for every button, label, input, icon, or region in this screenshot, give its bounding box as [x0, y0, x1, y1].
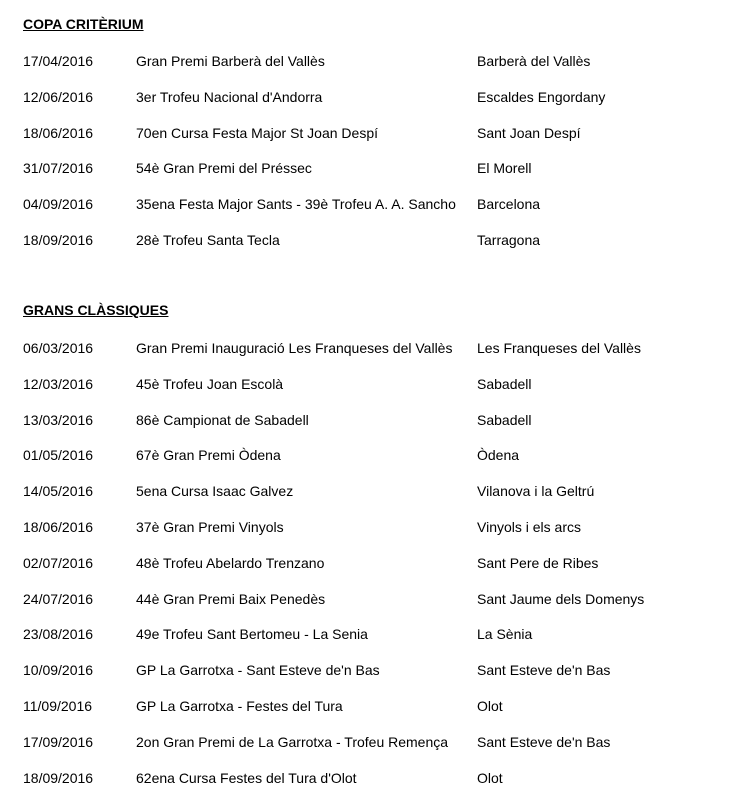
race-place: Olot	[477, 697, 503, 714]
race-place: Vinyols i els arcs	[477, 518, 582, 535]
race-row	[0, 159, 731, 195]
race-row	[0, 195, 731, 231]
race-date: 04/09/2016	[23, 196, 94, 213]
race-row	[0, 590, 731, 626]
section-title: COPA CRITÈRIUM	[23, 16, 144, 32]
race-date: 18/06/2016	[23, 518, 94, 535]
race-place: Olot	[477, 769, 503, 786]
race-name: 5ena Cursa Isaac Galvez	[136, 483, 294, 500]
race-name: 48è Trofeu Abelardo Trenzano	[136, 554, 325, 571]
race-name: GP La Garrotxa - Festes del Tura	[136, 697, 343, 714]
race-date: 18/09/2016	[23, 769, 94, 786]
race-name: Gran Premi Inauguració Les Franqueses del Vallès	[136, 340, 453, 356]
race-row	[0, 446, 731, 482]
race-place: Sabadell	[477, 375, 532, 392]
race-row	[0, 518, 731, 554]
race-place: Sant Esteve de'n Bas	[477, 662, 611, 679]
race-row	[0, 375, 731, 411]
race-row	[0, 733, 731, 769]
race-date: 12/03/2016	[23, 375, 94, 392]
race-name: Gran Premi Barberà del Vallès	[136, 53, 325, 69]
race-row	[0, 697, 731, 733]
race-row	[0, 231, 731, 267]
race-place: Sant Jaume dels Domenys	[477, 590, 645, 607]
race-place: Sant Pere de Ribes	[477, 554, 599, 571]
race-place: Sant Esteve de'n Bas	[477, 733, 611, 750]
race-name: 3er Trofeu Nacional d'Andorra	[136, 88, 323, 105]
race-name: 49e Trofeu Sant Bertomeu - La Senia	[136, 626, 368, 643]
race-date: 10/09/2016	[23, 662, 94, 679]
race-name: 70en Cursa Festa Major St Joan Despí	[136, 124, 379, 141]
section-title: GRANS CLÀSSIQUES	[23, 302, 169, 318]
race-list	[0, 52, 731, 267]
race-name: 28è Trofeu Santa Tecla	[136, 231, 280, 248]
race-name: 37è Gran Premi Vinyols	[136, 518, 284, 535]
race-place: Tarragona	[477, 231, 541, 248]
race-row	[0, 769, 731, 804]
race-place: Escaldes Engordany	[477, 88, 606, 105]
race-date: 12/06/2016	[23, 88, 94, 105]
race-row	[0, 482, 731, 518]
race-name: 2on Gran Premi de La Garrotxa - Trofeu Remença	[136, 733, 449, 750]
race-place: Vilanova i la Geltrú	[477, 483, 595, 500]
race-row	[0, 411, 731, 447]
race-place: El Morell	[477, 160, 532, 177]
race-row	[0, 661, 731, 697]
race-date: 23/08/2016	[23, 626, 94, 643]
race-date: 02/07/2016	[23, 554, 94, 571]
race-date: 17/09/2016	[23, 733, 94, 750]
race-name: 62ena Cursa Festes del Tura d'Olot	[136, 769, 357, 786]
race-row	[0, 52, 731, 88]
race-place: Barcelona	[477, 196, 541, 213]
race-list	[0, 339, 731, 804]
race-date: 13/03/2016	[23, 411, 94, 428]
race-row	[0, 88, 731, 124]
race-name: 35ena Festa Major Sants - 39è Trofeu A. A. Sancho	[136, 196, 456, 213]
race-place: Sant Joan Despí	[477, 124, 581, 141]
race-date: 18/06/2016	[23, 124, 94, 141]
race-name: GP La Garrotxa - Sant Esteve de'n Bas	[136, 662, 380, 679]
race-date: 01/05/2016	[23, 447, 94, 464]
race-place: Barberà del Vallès	[477, 53, 591, 69]
race-date: 11/09/2016	[23, 697, 93, 714]
race-place: La Sènia	[477, 626, 533, 643]
race-place: Sabadell	[477, 411, 532, 428]
race-place: Les Franqueses del Vallès	[477, 340, 641, 356]
race-date: 17/04/2016	[23, 53, 94, 69]
race-date: 06/03/2016	[23, 340, 94, 356]
race-date: 14/05/2016	[23, 483, 94, 500]
race-row	[0, 554, 731, 590]
race-name: 86è Campionat de Sabadell	[136, 411, 309, 428]
race-name: 54è Gran Premi del Préssec	[136, 160, 312, 177]
race-row	[0, 124, 731, 160]
race-place: Òdena	[477, 447, 520, 464]
race-name: 67è Gran Premi Òdena	[136, 447, 281, 464]
race-name: 45è Trofeu Joan Escolà	[136, 375, 284, 392]
race-date: 31/07/2016	[23, 160, 94, 177]
race-row	[0, 625, 731, 661]
race-name: 44è Gran Premi Baix Penedès	[136, 590, 326, 607]
race-date: 18/09/2016	[23, 231, 94, 248]
race-row	[0, 339, 731, 375]
race-date: 24/07/2016	[23, 590, 94, 607]
